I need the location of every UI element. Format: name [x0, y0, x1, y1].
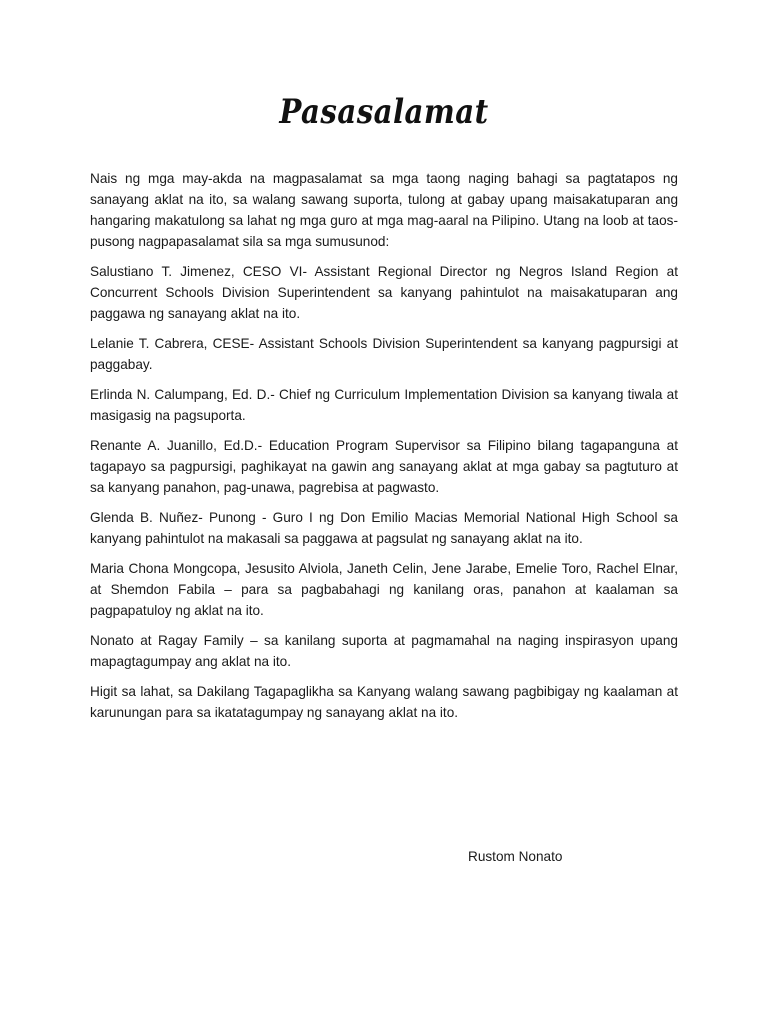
- acknowledgement-paragraph: Erlinda N. Calumpang, Ed. D.- Chief ng Curriculum Implementation Division sa kanyang tiwala at masigasig na pagsuporta.: [90, 387, 678, 423]
- acknowledgement-paragraph: Maria Chona Mongcopa, Jesusito Alviola, Janeth Celin, Jene Jarabe, Emelie Toro, Rachel Elnar, at Shemdon Fabila – para sa pagbabahagi ng kanilang oras, panahon at kaalaman sa pagpapatuloy ng aklat na ito.: [90, 561, 678, 618]
- page-title: Pasasalamat: [279, 92, 489, 132]
- acknowledgement-paragraph: Salustiano T. Jimenez, CESO VI- Assistant Regional Director ng Negros Island Region at Concurrent Schools Division Superintendent sa kanyang pahintulot na maisakatuparan ang paggawa ng sanayang aklat na ito.: [90, 264, 678, 321]
- acknowledgement-paragraph: Renante A. Juanillo, Ed.D.- Education Program Supervisor sa Filipino bilang tagapanguna at tagapayo sa pagpursigi, paghikayat na gawin ang sanayang aklat at mga gabay sa pagtuturo at sa kanyang panahon, pag-unawa, pagrebisa at pagwasto.: [90, 438, 678, 495]
- acknowledgement-paragraph: Lelanie T. Cabrera, CESE- Assistant Schools Division Superintendent sa kanyang pagpursigi at paggabay.: [90, 336, 678, 372]
- acknowledgement-body: [90, 168, 678, 732]
- author-signature: Rustom Nonato: [468, 849, 563, 864]
- acknowledgement-paragraph: Nonato at Ragay Family – sa kanilang suporta at pagmamahal na naging inspirasyon upang mapagtagumpay ang aklat na ito.: [90, 633, 678, 669]
- closing-paragraph: Higit sa lahat, sa Dakilang Tagapaglikha sa Kanyang walang sawang pagbibigay ng kaalaman at karunungan para sa ikatatagumpay ng sanayang aklat na ito.: [90, 684, 678, 720]
- intro-paragraph: Nais ng mga may-akda na magpasalamat sa mga taong naging bahagi sa pagtatapos ng sanayang aklat na ito, sa walang sawang suporta, tulong at gabay upang maisakatuparan ang hangaring makatulong sa lahat ng mga guro at mga mag-aaral na Pilipino. Utang na loob at taos-pusong nagpapasalamat sila sa mga sumusunod:: [90, 171, 678, 249]
- acknowledgement-paragraph: Glenda B. Nuñez- Punong - Guro I ng Don Emilio Macias Memorial National High School sa kanyang pahintulot na makasali sa paggawa at pagsulat ng sanayang aklat na ito.: [90, 510, 678, 546]
